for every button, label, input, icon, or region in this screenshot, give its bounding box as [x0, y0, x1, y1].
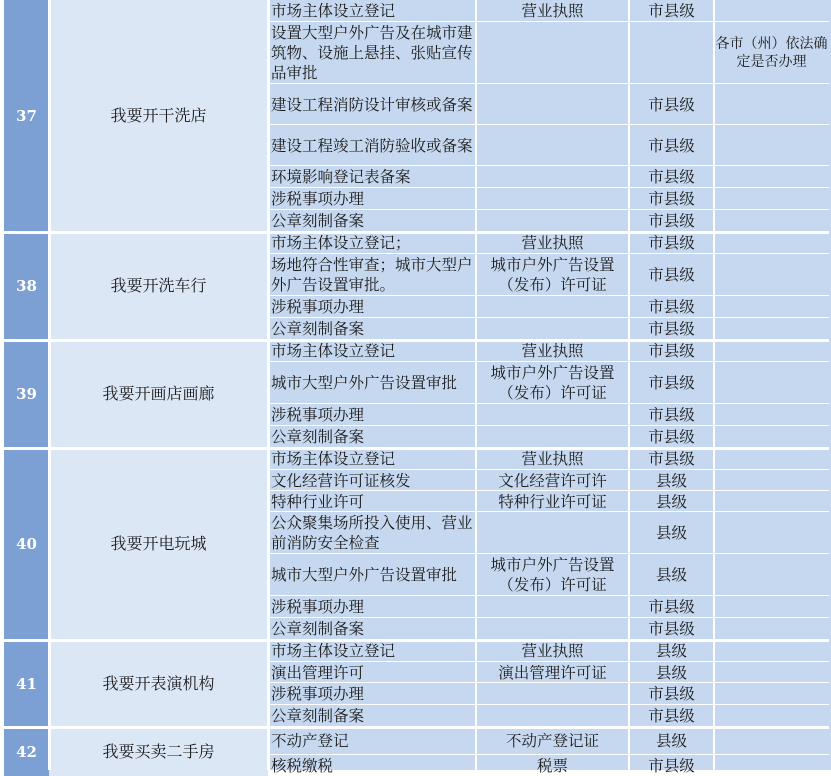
approval-level: 市县级 — [648, 620, 695, 638]
row-divider — [268, 490, 829, 491]
approval-item: 涉税事项办理 — [271, 406, 365, 424]
license-name — [476, 683, 629, 705]
approval-item: 公众聚集场所投入使用、营业前消防安全检查 — [271, 514, 473, 552]
business-name: 我要开洗车行 — [49, 232, 268, 340]
approval-level: 市县级 — [648, 374, 695, 392]
approval-level: 市县级 — [648, 450, 695, 468]
row-number: 37 — [4, 0, 49, 232]
license-name — [476, 210, 629, 232]
approval-level: 市县级 — [648, 95, 695, 114]
license-name — [476, 596, 629, 618]
row-divider — [268, 511, 829, 512]
approval-level: 市县级 — [648, 342, 695, 360]
business-name: 我要开干洗店 — [49, 0, 268, 232]
approval-level: 市县级 — [648, 756, 695, 775]
approval-item: 核税缴税 — [271, 756, 334, 775]
approval-level: 市县级 — [648, 320, 695, 338]
approval-level: 县级 — [655, 663, 687, 682]
approval-item: 环境影响登记表备案 — [271, 168, 411, 186]
remark — [714, 596, 829, 618]
row-divider — [268, 469, 829, 470]
approval-item: 公章刻制备案 — [271, 707, 365, 725]
approval-item: 公章刻制备案 — [271, 620, 365, 638]
approval-item: 市场主体设立登记； — [271, 234, 411, 252]
remark — [714, 727, 829, 755]
approval-level: 市县级 — [648, 190, 695, 208]
approval-level: 市县级 — [648, 212, 695, 230]
group-divider — [4, 447, 829, 450]
row-number: 39 — [4, 340, 49, 448]
column-divider — [267, 0, 270, 770]
remark — [714, 683, 829, 705]
group-divider — [4, 339, 829, 342]
remark — [714, 318, 829, 340]
remark — [714, 362, 829, 404]
approval-level: 县级 — [655, 492, 687, 511]
remark — [714, 512, 829, 554]
row-divider — [268, 124, 829, 125]
row-number: 38 — [4, 232, 49, 340]
row-divider — [268, 83, 829, 84]
row-divider — [268, 253, 829, 254]
approval-level: 市县级 — [648, 298, 695, 316]
remark — [714, 705, 829, 727]
remark — [714, 340, 829, 362]
approval-item: 涉税事项办理 — [271, 190, 365, 208]
remark — [714, 254, 829, 296]
remark — [714, 232, 829, 254]
license-name: 特种行业许可证 — [498, 492, 607, 511]
column-divider — [48, 0, 51, 770]
business-name: 我要开电玩城 — [49, 448, 268, 640]
group-divider — [4, 231, 829, 234]
approval-level: 市县级 — [648, 598, 695, 616]
approval-item: 公章刻制备案 — [271, 320, 365, 338]
business-name: 我要开画店画廊 — [49, 340, 268, 448]
remark — [714, 166, 829, 188]
row-divider — [268, 661, 829, 662]
row-divider — [268, 553, 829, 554]
remark — [714, 188, 829, 210]
approval-item: 涉税事项办理 — [271, 685, 365, 703]
row-number: 41 — [4, 640, 49, 727]
license-name — [476, 125, 629, 166]
approval-item: 市场主体设立登记 — [271, 342, 396, 360]
approval-item: 场地符合性审查；城市大型户外广告设置审批。 — [271, 256, 473, 294]
approval-level: 市县级 — [648, 707, 695, 725]
license-name: 文化经营许可许 — [498, 471, 607, 490]
row-divider — [268, 187, 829, 188]
remark — [714, 0, 829, 22]
row-divider — [268, 425, 829, 426]
remark — [714, 618, 829, 640]
approval-item: 公章刻制备案 — [271, 428, 365, 446]
approval-level: 市县级 — [648, 136, 695, 155]
license-name — [476, 404, 629, 426]
approval-level: 市县级 — [648, 234, 695, 252]
approval-level: 市县级 — [648, 685, 695, 703]
approval-level: 县级 — [655, 566, 687, 584]
row-divider — [268, 704, 829, 705]
remark — [714, 404, 829, 426]
license-name — [476, 318, 629, 340]
business-name: 我要开表演机构 — [49, 640, 268, 727]
row-divider — [268, 595, 829, 596]
remark — [714, 662, 829, 683]
approval-item: 特种行业许可 — [271, 492, 365, 511]
row-divider — [268, 21, 829, 22]
column-divider — [475, 0, 477, 770]
remark — [714, 426, 829, 448]
row-number: 40 — [4, 448, 49, 640]
license-name — [476, 166, 629, 188]
remark — [714, 210, 829, 232]
approval-level: 市县级 — [648, 428, 695, 446]
row-divider — [268, 295, 829, 296]
remark — [714, 470, 829, 491]
row-divider — [268, 617, 829, 618]
approval-item: 不动产登记 — [271, 732, 349, 750]
approval-item: 涉税事项办理 — [271, 298, 365, 316]
table-left-edge — [0, 0, 4, 770]
license-name — [476, 22, 629, 84]
remark — [714, 448, 829, 470]
column-divider — [713, 0, 715, 770]
approval-item: 涉税事项办理 — [271, 598, 365, 616]
license-name — [476, 426, 629, 448]
group-divider — [4, 726, 829, 729]
approval-item: 市场主体设立登记 — [271, 2, 396, 20]
column-divider — [628, 0, 630, 770]
row-divider — [268, 165, 829, 166]
license-name: 城市户外广告设置（发布）许可证 — [490, 556, 615, 594]
remark — [714, 491, 829, 512]
approval-item: 城市大型户外广告设置审批 — [271, 566, 458, 584]
row-divider — [268, 682, 829, 683]
approval-item: 城市大型户外广告设置审批 — [271, 374, 458, 392]
approval-item: 市场主体设立登记 — [271, 450, 396, 468]
remark — [714, 554, 829, 596]
group-divider — [4, 639, 829, 642]
approval-level: 县级 — [655, 471, 687, 490]
license-name: 营业执照 — [521, 450, 584, 468]
approval-level — [629, 22, 714, 84]
approval-item: 设置大型户外广告及在城市建筑物、设施上悬挂、张贴宣传品审批 — [271, 24, 473, 82]
row-divider — [268, 754, 829, 755]
license-name: 演出管理许可证 — [498, 663, 607, 682]
row-divider — [268, 403, 829, 404]
approval-item: 公章刻制备案 — [271, 212, 365, 230]
remark — [714, 296, 829, 318]
remark: 各市（州）依法确定是否办理 — [715, 36, 828, 70]
license-name: 营业执照 — [521, 342, 584, 360]
license-name: 城市户外广告设置（发布）许可证 — [490, 364, 615, 402]
row-divider — [268, 317, 829, 318]
license-name — [476, 84, 629, 125]
approval-item: 建设工程竣工消防验收或备案 — [271, 136, 473, 155]
approval-level: 县级 — [655, 642, 687, 660]
remark — [714, 125, 829, 166]
row-divider — [268, 209, 829, 210]
row-divider — [268, 361, 829, 362]
license-name: 税票 — [536, 756, 568, 775]
license-name — [476, 296, 629, 318]
approval-level: 县级 — [655, 524, 687, 542]
row-number: 42 — [4, 727, 49, 776]
approval-item: 市场主体设立登记 — [271, 642, 396, 660]
approval-item: 建设工程消防设计审核或备案 — [271, 95, 473, 114]
license-name — [476, 705, 629, 727]
approval-level: 市县级 — [648, 2, 695, 20]
license-name: 营业执照 — [521, 234, 584, 252]
approval-item: 文化经营许可证核发 — [271, 471, 411, 490]
remark — [714, 84, 829, 125]
approval-level: 市县级 — [648, 168, 695, 186]
license-name: 营业执照 — [521, 2, 584, 20]
license-name: 不动产登记证 — [505, 732, 599, 750]
license-name — [476, 188, 629, 210]
approval-level: 市县级 — [648, 406, 695, 424]
license-name: 营业执照 — [521, 642, 584, 660]
approval-item: 演出管理许可 — [271, 663, 365, 682]
remark — [714, 755, 829, 776]
license-name: 城市户外广告设置（发布）许可证 — [490, 256, 615, 294]
license-name — [476, 512, 629, 554]
business-name: 我要买卖二手房 — [49, 727, 268, 776]
approval-level: 市县级 — [648, 266, 695, 284]
license-name — [476, 618, 629, 640]
remark — [714, 640, 829, 662]
approval-level: 县级 — [655, 732, 687, 750]
